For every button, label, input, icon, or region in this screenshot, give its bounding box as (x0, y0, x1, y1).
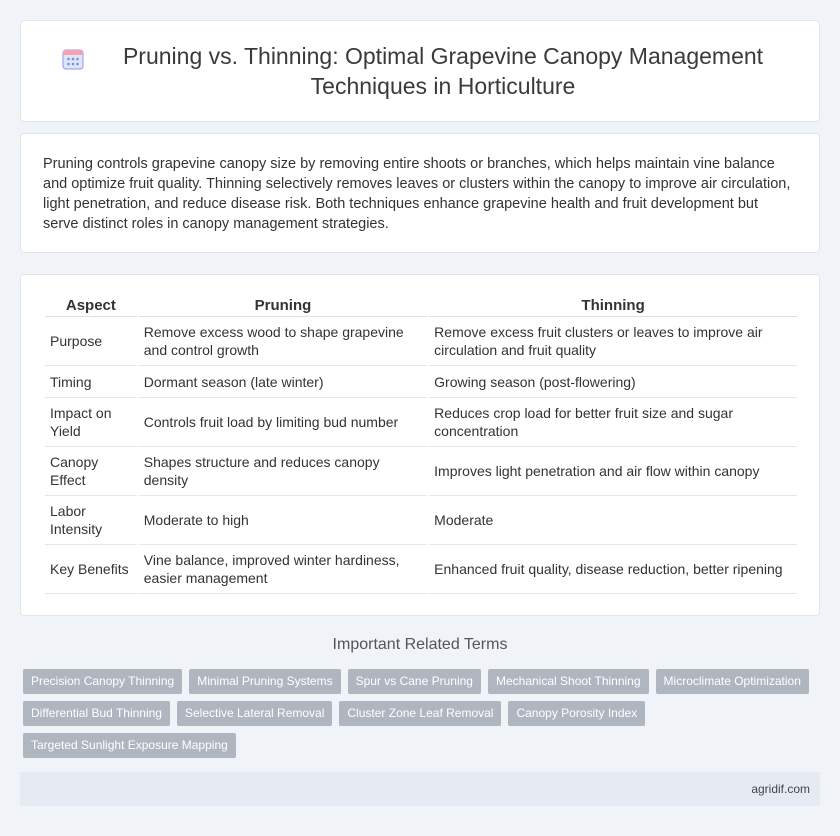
related-term-tag[interactable]: Mechanical Shoot Thinning (488, 669, 649, 694)
related-term-tag[interactable]: Minimal Pruning Systems (189, 669, 340, 694)
summary-card (20, 133, 820, 253)
table-row (45, 366, 797, 398)
related-term-tag[interactable]: Spur vs Cane Pruning (348, 669, 481, 694)
related-term-tag[interactable]: Cluster Zone Leaf Removal (339, 701, 501, 726)
title-wrap (61, 41, 779, 101)
footer (20, 772, 820, 806)
aspect-cell: Purpose (45, 317, 137, 366)
thinning-cell: Reduces crop load for better fruit size and sugar concentration (429, 398, 797, 447)
pruning-cell: Remove excess wood to shape grapevine and control growth (139, 317, 427, 366)
pruning-cell: Dormant season (late winter) (139, 366, 427, 398)
pruning-cell: Controls fruit load by limiting bud number (139, 398, 427, 447)
related-term-tag[interactable]: Microclimate Optimization (656, 669, 809, 694)
aspect-cell: Impact on Yield (45, 398, 137, 447)
aspect-cell: Key Benefits (45, 545, 137, 594)
related-term-tag[interactable]: Targeted Sunlight Exposure Mapping (23, 733, 236, 758)
footer-site-link[interactable]: agridif.com (751, 782, 810, 796)
thinning-cell: Improves light penetration and air flow within canopy (429, 447, 797, 496)
table-row (45, 496, 797, 545)
related-terms-title: Important Related Terms (332, 636, 508, 653)
table-row (45, 317, 797, 366)
table-header-row (45, 295, 797, 317)
related-term-tag[interactable]: Precision Canopy Thinning (23, 669, 182, 694)
table-row (45, 398, 797, 447)
related-term-tag[interactable]: Differential Bud Thinning (23, 701, 170, 726)
related-terms-tags (23, 669, 823, 765)
page-title: Pruning vs. Thinning: Optimal Grapevine Canopy Management Techniques in Horticulture (122, 43, 764, 99)
summary-text: Pruning controls grapevine canopy size by removing entire shoots or branches, which helps maintain vine balance and optimize fruit quality. Thinning selectively removes leaves or clusters within the canopy to improve air circulation, light penetration, and reduce disease risk. Both techniques enhance grapevine health and fruit development but serve distinct roles in canopy management strategies. (43, 156, 791, 232)
header-thinning: Thinning (429, 295, 797, 317)
thinning-cell: Remove excess fruit clusters or leaves to improve air circulation and fruit quality (429, 317, 797, 366)
thinning-cell: Moderate (429, 496, 797, 545)
comparison-table-card (20, 274, 820, 616)
header-card (20, 20, 820, 122)
pruning-cell: Moderate to high (139, 496, 427, 545)
thinning-cell: Growing season (post-flowering) (429, 366, 797, 398)
aspect-cell: Canopy Effect (45, 447, 137, 496)
related-term-tag[interactable]: Selective Lateral Removal (177, 701, 332, 726)
calendar-grid-icon (61, 47, 85, 71)
related-term-tag[interactable]: Canopy Porosity Index (508, 701, 645, 726)
aspect-cell: Labor Intensity (45, 496, 137, 545)
header-aspect: Aspect (45, 295, 137, 317)
pruning-cell: Vine balance, improved winter hardiness, easier management (139, 545, 427, 594)
comparison-table (43, 295, 799, 594)
thinning-cell: Enhanced fruit quality, disease reduction, better ripening (429, 545, 797, 594)
pruning-cell: Shapes structure and reduces canopy density (139, 447, 427, 496)
table-row (45, 545, 797, 594)
header-pruning: Pruning (139, 295, 427, 317)
table-row (45, 447, 797, 496)
aspect-cell: Timing (45, 366, 137, 398)
